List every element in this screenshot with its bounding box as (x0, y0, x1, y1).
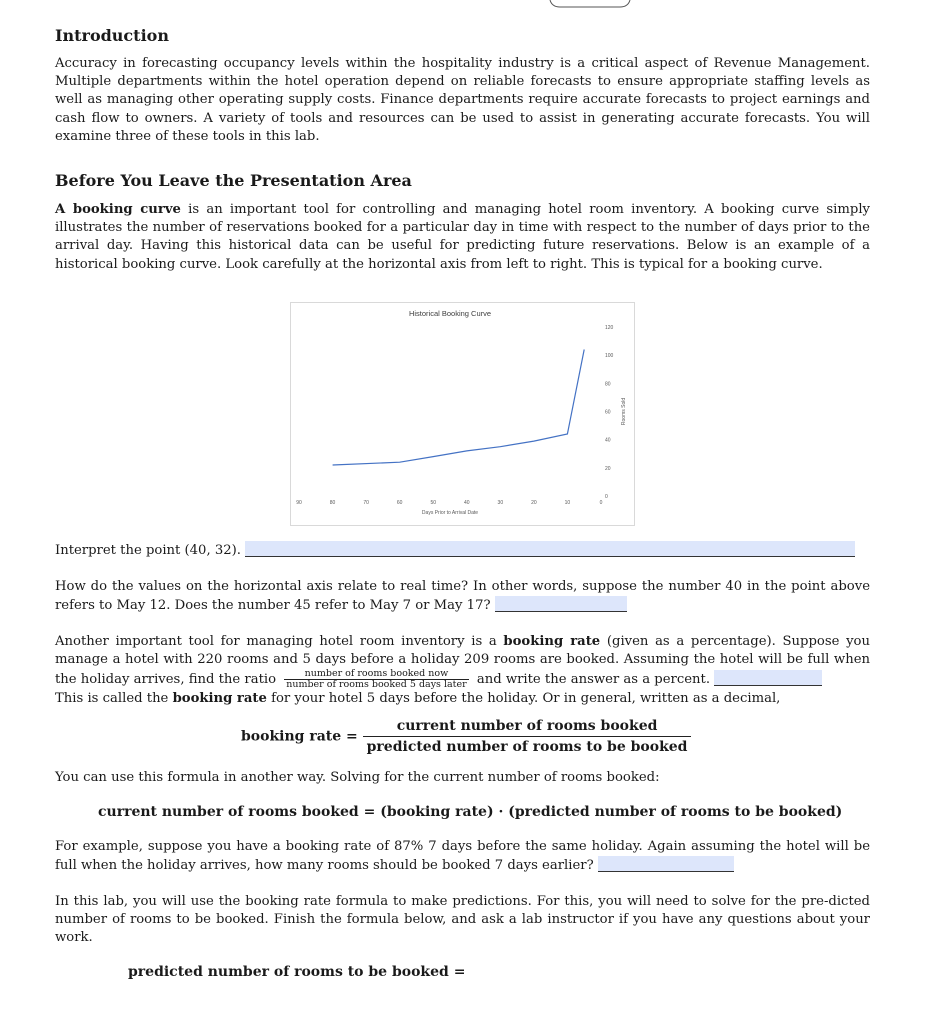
y-tick-label: 100 (605, 353, 614, 360)
formula-use-paragraph: You can use this formula in another way. Solving for the current number of rooms booked: (55, 770, 660, 785)
x-tick-label: 10 (564, 500, 571, 506)
formula-fraction (363, 718, 692, 755)
question-booking-rate (55, 633, 870, 709)
before-heading: Before You Leave the Presentation Area (55, 171, 412, 190)
ratio-numerator: number of rooms booked now (284, 669, 468, 680)
ratio-denominator: number of rooms booked 5 days later (286, 679, 467, 691)
predicted-rooms-formula: predicted number of rooms to be booked = (128, 964, 466, 980)
question-time (55, 578, 870, 615)
booking-rate-line2-a: This is called the (55, 691, 173, 707)
booking-curve-paragraph (55, 201, 870, 274)
question-interpret (55, 541, 870, 560)
x-tick-label: 80 (329, 500, 336, 506)
x-tick-label: 70 (363, 500, 369, 506)
x-tick-label: 90 (296, 500, 302, 506)
answer-field-time[interactable] (495, 596, 627, 612)
booking-curve-svg (291, 303, 634, 525)
x-axis-label: Days Prior to Arrival Date (421, 510, 479, 516)
booking-curve-chart (290, 302, 635, 526)
x-tick-label: 20 (531, 500, 537, 506)
booking-rate-term-2: booking rate (172, 691, 267, 707)
y-tick-label: 120 (605, 325, 614, 331)
page-top-fragment (280, 0, 700, 8)
formula-denominator: predicted number of rooms to be booked (366, 739, 688, 755)
x-tick-label: 30 (497, 500, 504, 506)
booking-curve-term: A booking curve (55, 202, 181, 217)
y-axis-label: Rooms Sold (621, 397, 627, 426)
booking-rate-term: booking rate (503, 634, 601, 649)
x-tick-label: 60 (396, 500, 403, 506)
answer-field-interpret[interactable] (245, 541, 855, 557)
intro-paragraph: Accuracy in forecasting occupancy levels within the hospitality industry is a critical aspect of Revenue Management. Multiple departments within the hotel operation depend on reliable forecasts to ensure appropriate staffing levels as well as managing other operating supply costs. Finance departments require accurate forecasts to project earnings and cash flow to owners. A variety of tools and resources can be used to assist in generating accurate forecasts. You will examine three of these tools in this lab. (55, 56, 870, 144)
y-tick-label: 60 (605, 409, 611, 416)
lab-paragraph: In this lab, you will use the booking rate formula to make predictions. For this, you will need to solve for the pre-dicted number of rooms to be booked. Finish the formula below, and ask a lab instructor if you have any questions about your work. (55, 894, 870, 946)
question-interpret-text: Interpret the point (40, 32). (55, 543, 241, 558)
y-tick-label: 20 (605, 465, 611, 472)
ratio-fraction (284, 669, 468, 690)
formula-lhs: booking rate = (241, 728, 358, 745)
question-rooms-7-days (55, 838, 870, 875)
booking-rate-formula (241, 718, 691, 755)
x-tick-label: 50 (430, 500, 437, 506)
x-tick-label: 0 (599, 500, 603, 506)
intro-heading: Introduction (55, 26, 169, 45)
chart-title: Historical Booking Curve (408, 309, 492, 318)
current-rooms-formula: current number of rooms booked = (booking rate) · (predicted number of rooms to be booked) (98, 804, 843, 820)
y-tick-label: 40 (605, 437, 611, 444)
y-tick-label: 80 (605, 381, 611, 388)
question-time-text: How do the values on the horizontal axis relate to real time? In other words, suppose the number 40 in the point above refers to May 12. Does the number 45 refer to May 7 or May 17? (55, 579, 870, 614)
booking-curve-line (333, 350, 585, 466)
answer-field-ratio[interactable] (714, 670, 822, 686)
answer-field-rooms[interactable] (598, 856, 734, 872)
booking-curve-text: is an important tool for controlling and managing hotel room inventory. A booking curve simply illustrates the number of reservations booked for a particular day in time with respect to the number of days prior to the arrival day. Having this historical data can be useful for predicting future reservations. Below is an example of a historical booking curve. Look carefully at the horizontal axis from left to right. This is typical for a booking curve. (55, 202, 870, 272)
question-rooms-text: For example, suppose you have a booking rate of 87% 7 days before the same holiday. Again assuming the hotel will be full when the holiday arrives, how many rooms should be booked 7 days earlier? (55, 839, 870, 874)
booking-rate-text-a: Another important tool for managing hotel room inventory is a (55, 634, 504, 649)
y-tick-label: 0 (605, 494, 608, 500)
booking-rate-line2-b: for your hotel 5 days before the holiday. Or in general, written as a decimal, (266, 691, 781, 707)
x-tick-label: 40 (463, 500, 470, 506)
formula-numerator: current number of rooms booked (363, 718, 692, 737)
booking-rate-text-c: and write the answer as a percent. (472, 672, 711, 688)
booking-rate-text-b: (given as a percentage). Suppose you manage a hotel with 220 rooms and 5 days before a holiday 209 rooms are booked. Assuming the hotel will be full when the holiday arrives, find the ratio (55, 634, 870, 688)
